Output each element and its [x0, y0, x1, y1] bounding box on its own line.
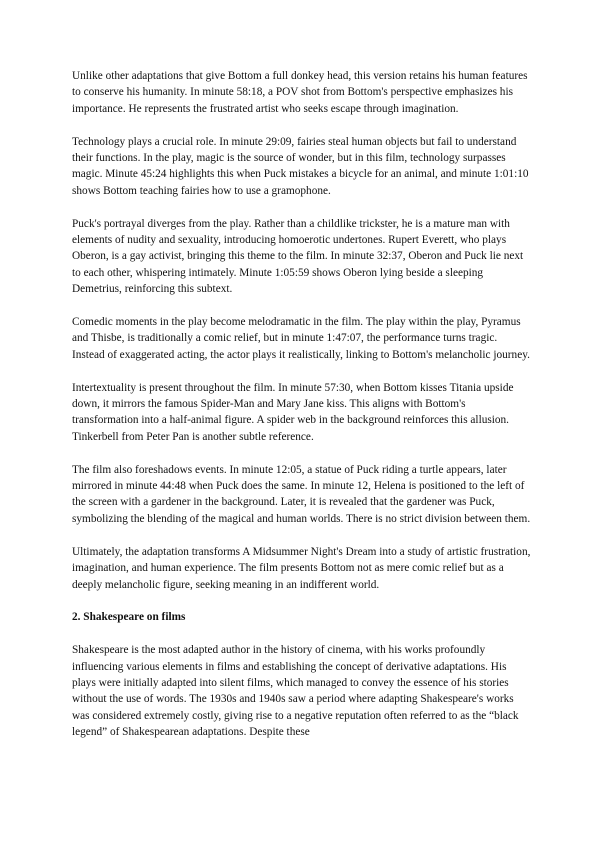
- paragraph-intertextuality: Intertextuality is present throughout the film. In minute 57:30, when Bottom kisses Titania upside down, it mirrors the famous Spider-Man and Mary Jane kiss. This aligns with Bottom's transformation into a half-animal figure. A spider web in the background reinforces this allusion. Tinkerbell from Peter Pan is another subtle reference.: [72, 381, 514, 443]
- document-body: [72, 68, 532, 757]
- paragraph-shakespeare-on-films: Shakespeare is the most adapted author in the history of cinema, with his works profoundly influencing various elements in films and establishing the concept of derivative adaptations. His plays were initially adapted into silent films, which managed to convey the essence of his stories without the use of words. The 1930s and 1940s saw a period where adapting Shakespeare's works was considered extremely costly, giving rise to a negative reputation often referred to as the “black legend” of Shakespearean adaptations. Despite these: [72, 644, 519, 739]
- section-heading: 2. Shakespeare on films: [72, 611, 186, 624]
- paragraph-comedic-moments: Comedic moments in the play become melodramatic in the film. The play within the play, Pyramus and Thisbe, is traditionally a comic relief, but in minute 1:47:07, the performance turns tragic. Instead of exaggerated acting, the actor plays it realistically, linking to Bottom's melancholic journey.: [72, 316, 530, 361]
- paragraph-conclusion: Ultimately, the adaptation transforms A Midsummer Night's Dream into a study of artistic frustration, imagination, and human experience. The film presents Bottom not as mere comic relief but as a deeply melancholic figure, seeking meaning in an indifferent world.: [72, 545, 531, 591]
- paragraph-technology: Technology plays a crucial role. In minute 29:09, fairies steal human objects but fail to understand their functions. In the play, magic is the source of wonder, but in this film, technology surpasses magic. Minute 45:24 highlights this when Puck mistakes a bicycle for an animal, and minute 1:01:10 shows Bottom teaching fairies how to use a gramophone.: [72, 135, 529, 197]
- paragraph-bottom-humanity: Unlike other adaptations that give Bottom a full donkey head, this version retains his human features to conserve his humanity. In minute 58:18, a POV shot from Bottom's perspective emphasizes his importance. He represents the frustrated artist who seeks escape through imagination.: [72, 70, 528, 115]
- paragraph-puck-portrayal: Puck's portrayal diverges from the play. Rather than a childlike trickster, he is a mature man with elements of nudity and sexuality, introducing homoerotic undertones. Rupert Everett, who plays Oberon, is a gay activist, bringing this theme to the film. In minute 32:37, Oberon and Puck lie next to each other, whispering intimately. Minute 1:05:59 shows Oberon lying beside a sleeping Demetrius, reinforcing this subtext.: [72, 217, 524, 296]
- paragraph-foreshadowing: The film also foreshadows events. In minute 12:05, a statue of Puck riding a turtle appears, later mirrored in minute 44:48 when Puck does the same. In minute 12, Helena is positioned to the left of the screen with a gardener in the background. Later, it is revealed that the gardener was Puck, symbolizing the blending of the magical and human worlds. There is no strict division between them.: [72, 463, 531, 525]
